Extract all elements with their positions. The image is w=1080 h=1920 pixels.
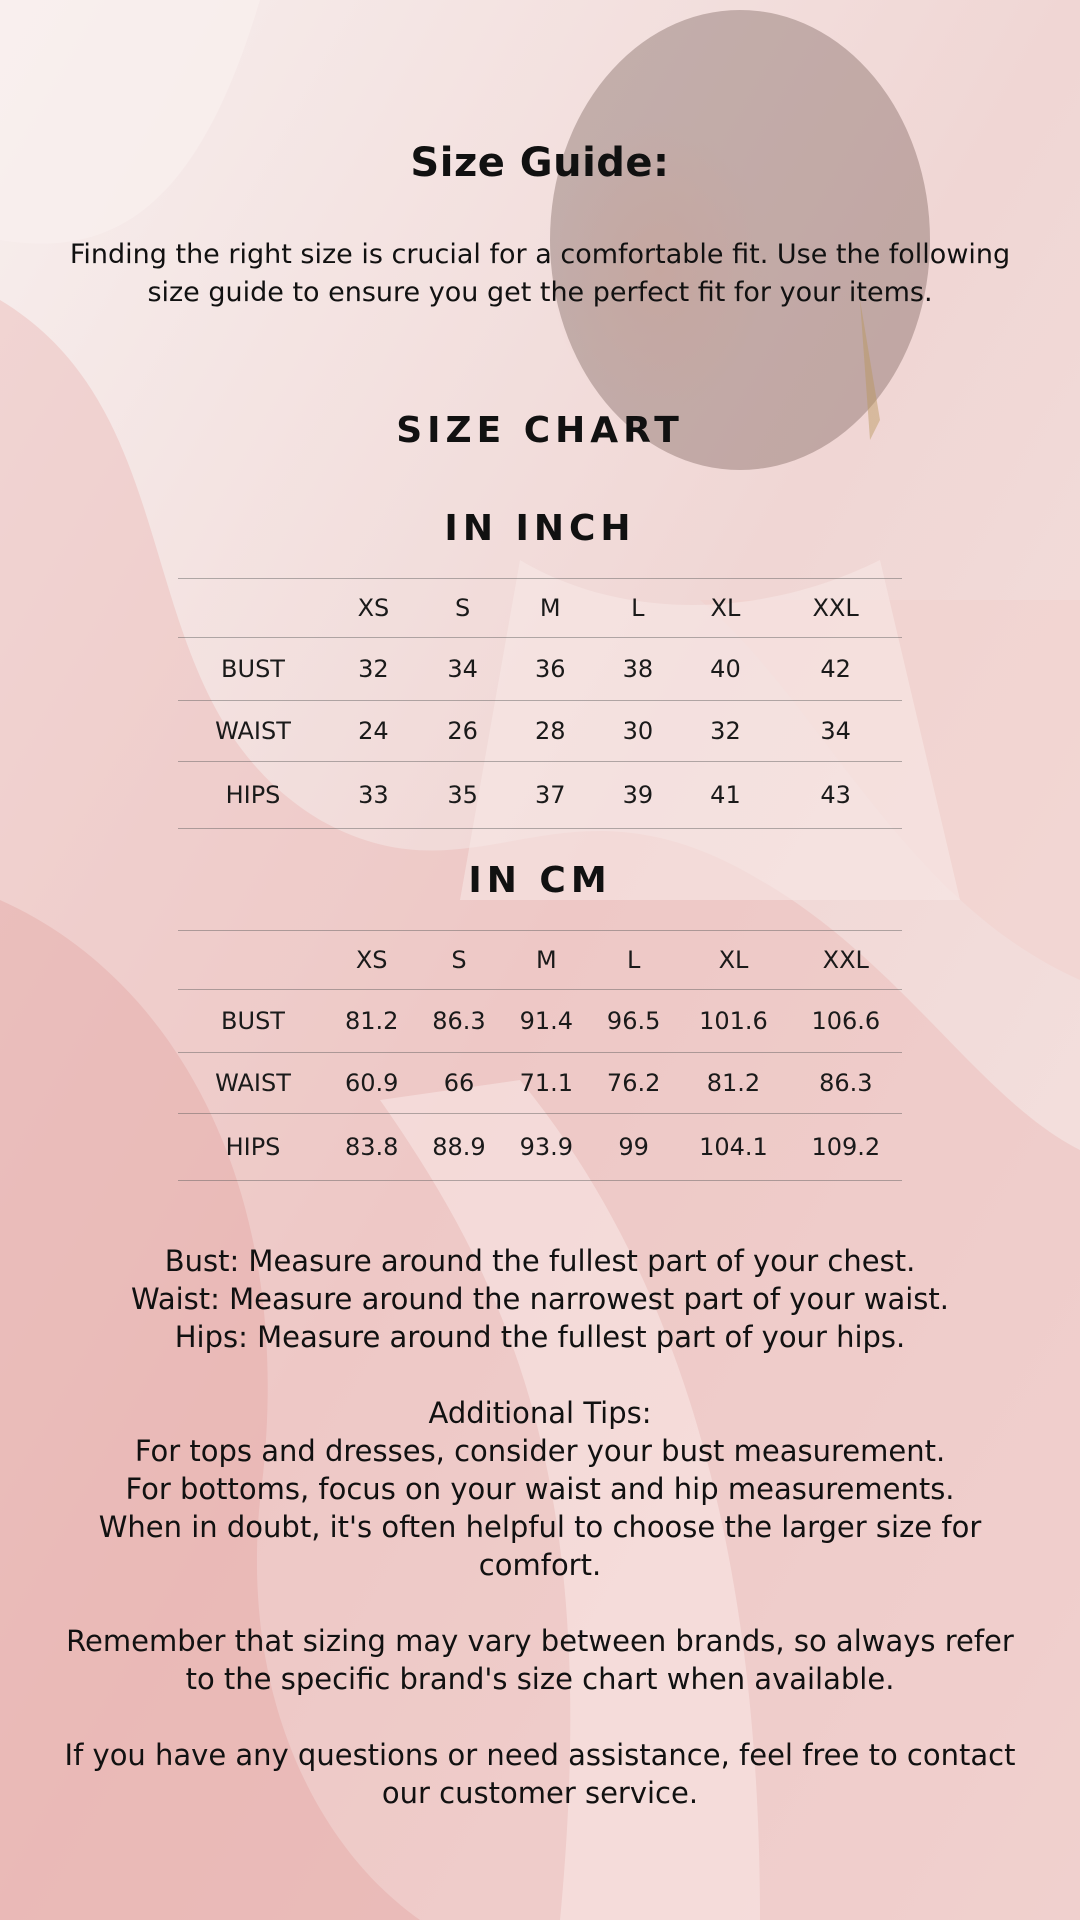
tip-item: For tops and dresses, consider your bust measurement. — [134, 1434, 946, 1468]
size-header: S — [419, 579, 507, 638]
hips-note: Hips: Measure around the fullest part of your hips. — [174, 1320, 906, 1354]
table-cell: 86.3 — [790, 1053, 902, 1114]
table-cell: 104.1 — [677, 1114, 789, 1181]
table-cell: 81.2 — [328, 990, 415, 1053]
waist-note: Waist: Measure around the narrowest part of your waist. — [131, 1282, 949, 1316]
table-cell: 28 — [506, 701, 594, 762]
table-cell: 39 — [594, 762, 682, 829]
table-cell: 34 — [419, 638, 507, 701]
table-cell: 86.3 — [415, 990, 502, 1053]
size-header: XXL — [769, 579, 902, 638]
table-cell: 83.8 — [328, 1114, 415, 1181]
row-label: WAIST — [178, 701, 328, 762]
table-cell: 43 — [769, 762, 902, 829]
cm-size-table — [178, 930, 902, 1181]
cm-heading: IN CM — [468, 860, 612, 901]
tip-item: When in doubt, it's often helpful to choose the larger size for comfort. — [98, 1510, 982, 1582]
size-header: XL — [677, 931, 789, 990]
table-cell: 24 — [328, 701, 419, 762]
table-cell: 33 — [328, 762, 419, 829]
table-cell: 32 — [328, 638, 419, 701]
size-header: L — [594, 579, 682, 638]
intro-text: Finding the right size is crucial for a comfortable fit. Use the following size guide to ensure you get the perfect fit for your items. — [69, 239, 1011, 308]
table-cell: 66 — [415, 1053, 502, 1114]
size-header: XS — [328, 579, 419, 638]
size-header: XL — [682, 579, 770, 638]
size-header: S — [415, 931, 502, 990]
table-corner-cell — [178, 931, 328, 990]
table-cell: 26 — [419, 701, 507, 762]
table-header-row — [178, 931, 902, 990]
size-header: L — [590, 931, 677, 990]
table-cell: 81.2 — [677, 1053, 789, 1114]
table-cell: 60.9 — [328, 1053, 415, 1114]
table-cell: 30 — [594, 701, 682, 762]
size-header: XS — [328, 931, 415, 990]
row-label: BUST — [178, 638, 328, 701]
row-label: WAIST — [178, 1053, 328, 1114]
table-cell: 35 — [419, 762, 507, 829]
table-cell: 34 — [769, 701, 902, 762]
table-header-row — [178, 579, 902, 638]
table-cell: 36 — [506, 638, 594, 701]
table-row — [178, 990, 902, 1053]
table-cell: 101.6 — [677, 990, 789, 1053]
tips-heading: Additional Tips: — [428, 1396, 652, 1430]
page-title: Size Guide: — [410, 140, 670, 186]
contact-note: If you have any questions or need assistance, feel free to contact our customer service. — [64, 1738, 1016, 1810]
measurement-notes — [60, 1242, 1020, 1812]
size-chart-heading: SIZE CHART — [396, 410, 684, 451]
size-header: XXL — [790, 931, 902, 990]
table-cell: 40 — [682, 638, 770, 701]
table-row — [178, 638, 902, 701]
table-cell: 42 — [769, 638, 902, 701]
row-label: HIPS — [178, 762, 328, 829]
table-corner-cell — [178, 579, 328, 638]
table-cell: 41 — [682, 762, 770, 829]
table-cell: 37 — [506, 762, 594, 829]
table-row — [178, 1114, 902, 1181]
table-cell: 109.2 — [790, 1114, 902, 1181]
table-cell: 71.1 — [503, 1053, 590, 1114]
bust-note: Bust: Measure around the fullest part of your chest. — [164, 1244, 916, 1278]
inch-heading: IN INCH — [444, 508, 636, 549]
table-cell: 76.2 — [590, 1053, 677, 1114]
table-row — [178, 762, 902, 829]
row-label: HIPS — [178, 1114, 328, 1181]
table-cell: 93.9 — [503, 1114, 590, 1181]
size-header: M — [503, 931, 590, 990]
table-cell: 106.6 — [790, 990, 902, 1053]
table-cell: 99 — [590, 1114, 677, 1181]
table-cell: 38 — [594, 638, 682, 701]
table-cell: 32 — [682, 701, 770, 762]
inch-size-table — [178, 578, 902, 829]
brand-note: Remember that sizing may vary between brands, so always refer to the specific brand's size chart when available. — [66, 1624, 1014, 1696]
table-row — [178, 701, 902, 762]
row-label: BUST — [178, 990, 328, 1053]
table-row — [178, 1053, 902, 1114]
tip-item: For bottoms, focus on your waist and hip measurements. — [125, 1472, 955, 1506]
table-cell: 96.5 — [590, 990, 677, 1053]
table-cell: 91.4 — [503, 990, 590, 1053]
size-header: M — [506, 579, 594, 638]
table-cell: 88.9 — [415, 1114, 502, 1181]
